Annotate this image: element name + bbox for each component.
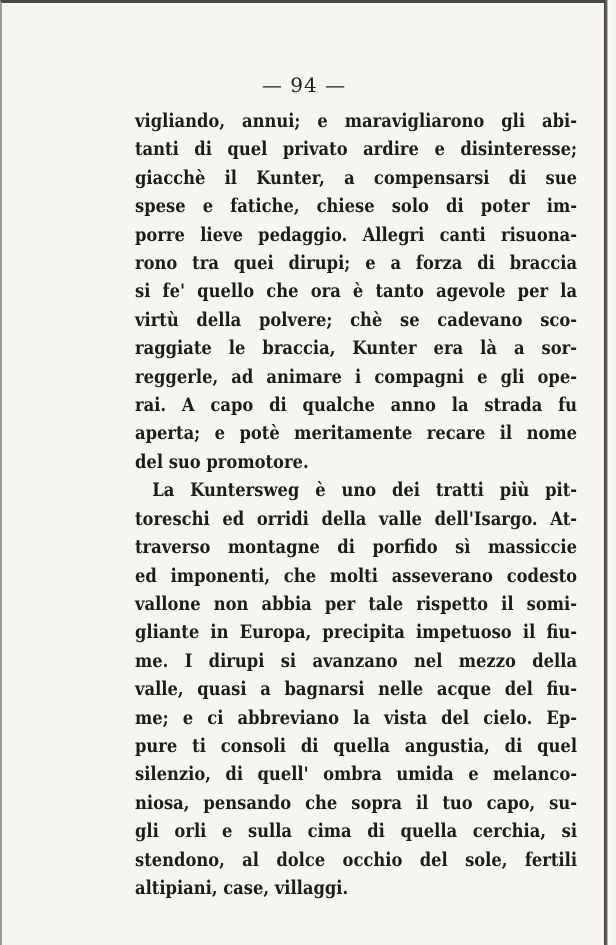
text-line: gli orli e sulla cima di quella cerchia, si xyxy=(135,820,578,843)
paragraph-2 xyxy=(135,476,578,902)
text-line: stendono, al dolce occhio del sole, fertili xyxy=(135,848,578,871)
text-line: virtù della polvere; chè se cadevano sco- xyxy=(135,308,578,331)
text-line: raggiate le braccia, Kunter era là a sor- xyxy=(135,337,578,360)
text-line: vigliando, annui; e maravigliarono gli abi- xyxy=(135,110,578,132)
text-line: spese e fatiche, chiese solo di poter im- xyxy=(135,195,578,218)
text-line: niosa, pensando che sopra il tuo capo, su- xyxy=(135,791,578,814)
paragraph-1 xyxy=(135,107,578,476)
text-line: si fe' quello che ora è tanto agevole per la xyxy=(135,280,578,303)
text-line: reggerle, ad animare i compagni e gli ope- xyxy=(135,365,578,388)
text-line: altipiani, case, villaggi. xyxy=(135,876,349,899)
text-line: rono tra quei dirupi; e a forza di braccia xyxy=(135,252,578,275)
text-line: aperta; e potè meritamente recare il nome xyxy=(135,422,578,445)
text-line: del suo promotore. xyxy=(135,450,309,473)
text-line: toreschi ed orridi della valle dell'Isargo. At- xyxy=(135,507,578,530)
next-page-edge xyxy=(604,0,616,945)
text-line: me; e ci abbreviano la vista del cielo. Ep- xyxy=(135,706,578,729)
page-text xyxy=(135,107,578,902)
text-line: ed imponenti, che molti asseverano codesto xyxy=(135,564,578,587)
text-line: valle, quasi a bagnarsi nelle acque del fiu- xyxy=(135,678,578,701)
text-line: porre lieve pedaggio. Allegri canti risuona- xyxy=(135,223,578,246)
text-line: tanti di quel privato ardire e disinteresse; xyxy=(135,138,578,161)
page-number: — 94 — xyxy=(261,73,347,97)
text-line: gliante in Europa, precipita impetuoso il fiu- xyxy=(135,621,578,644)
text-line: La Kuntersweg è uno dei tratti più pit- xyxy=(152,479,578,502)
text-line: giacchè il Kunter, a compensarsi di sue xyxy=(135,166,578,189)
text-line: rai. A capo di qualche anno la strada fu xyxy=(135,394,578,417)
text-line: me. I dirupi si avanzano nel mezzo della xyxy=(135,649,578,672)
text-line: silenzio, di quell' ombra umida e melanco- xyxy=(135,763,578,786)
text-line: vallone non abbia per tale rispetto il somi- xyxy=(135,592,578,615)
text-line: traverso montagne di porfido sì massiccie xyxy=(135,536,578,559)
text-line: pure ti consoli di quella angustia, di quel xyxy=(135,734,578,757)
